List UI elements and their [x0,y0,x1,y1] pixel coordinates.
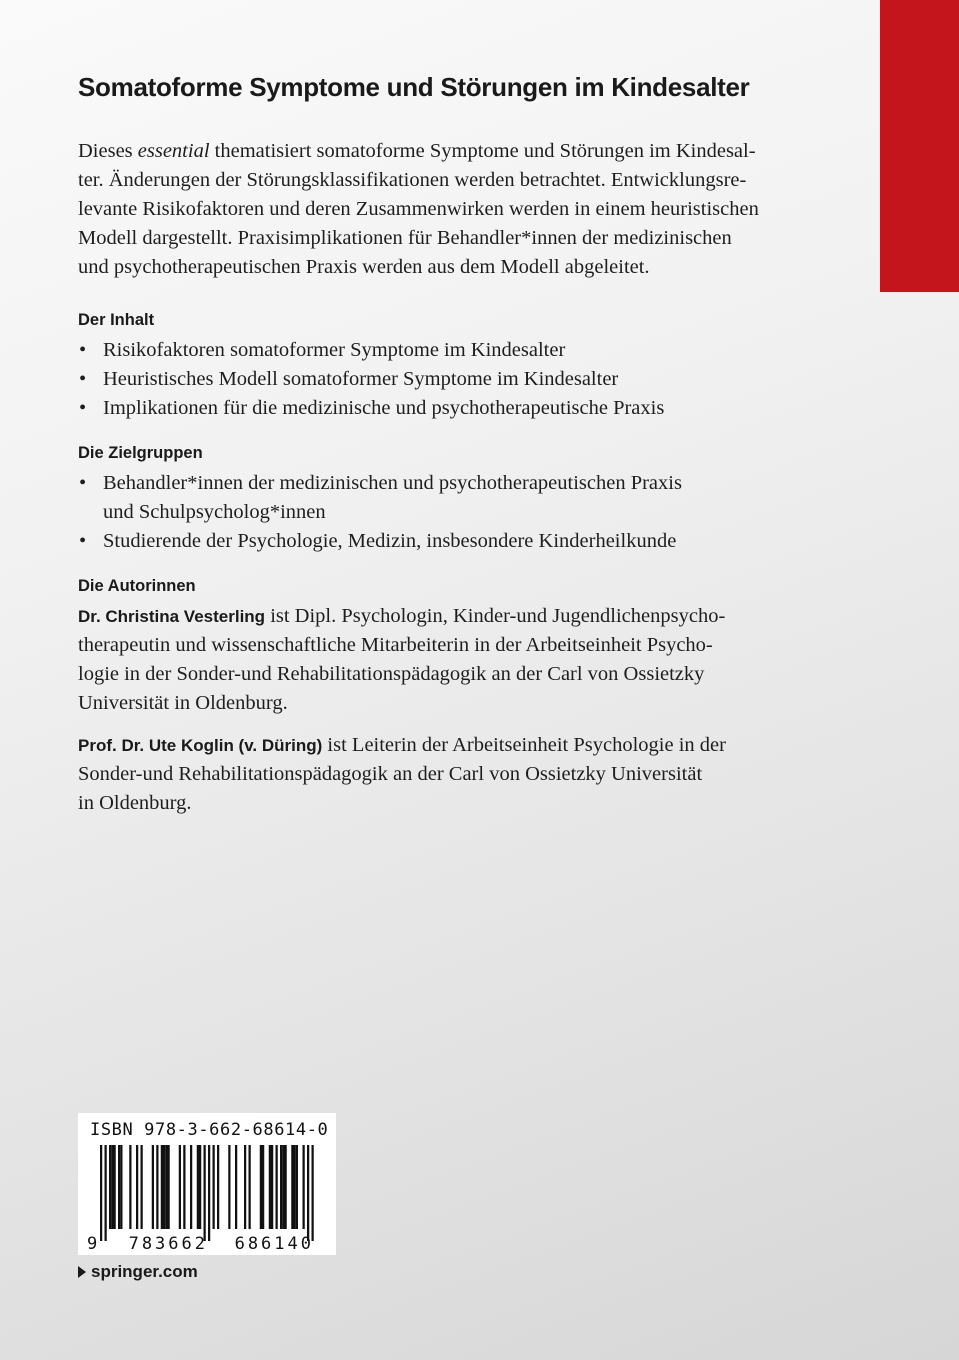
barcode-guard-bar [100,1145,102,1241]
bullet-icon: • [79,530,87,552]
zielgruppen-list [78,469,826,556]
intro-line: Modell dargestellt. Praxisimplikationen für Behandler*innen der medizinischen [78,227,732,249]
barcode-bar [199,1145,201,1229]
barcode-bar [190,1145,192,1229]
barcode-bar [118,1145,120,1229]
barcode-bar [244,1145,246,1229]
barcode-bar [269,1145,271,1229]
author-name: Prof. Dr. Ute Koglin (v. Düring) [78,736,323,755]
barcode-bar [271,1145,273,1229]
bullet-icon: • [79,339,87,361]
isbn-barcode [78,1113,336,1255]
barcode-guard-bar [307,1145,309,1241]
bullet-icon: • [79,472,87,494]
barcode-bar [228,1145,230,1229]
barcode-bar [276,1145,278,1229]
barcode-bar [109,1145,111,1229]
autorinnen-heading: Die Autorinnen [78,577,196,595]
publisher-link[interactable] [78,1262,198,1282]
barcode-bar [156,1145,158,1229]
red-accent-bar [880,0,959,292]
barcode-graphic [84,1145,330,1251]
ean-right-digits: 686140 [234,1234,314,1251]
intro-line: Dieses essential thematisiert somatoforme Symptome und Störungen im Kindesal- [78,140,756,162]
list-item: • Implikationen für die medizinische und psychotherapeutische Praxis [78,394,826,423]
barcode-bar [197,1145,199,1229]
barcode-bar [303,1145,305,1229]
barcode-bar [179,1145,181,1229]
intro-line: und psychotherapeutischen Praxis werden aus dem Modell abgeleitet. [78,256,650,278]
bullet-icon: • [79,397,87,419]
barcode-guard-bar [204,1145,206,1241]
inhalt-list [78,336,826,423]
ean-left-digits: 783662 [128,1234,208,1251]
barcode-bar [161,1145,163,1229]
inhalt-heading: Der Inhalt [78,311,155,329]
essential-emphasis: essential [137,140,210,162]
barcode-bar [285,1145,287,1229]
barcode-bar [280,1145,282,1229]
list-item: • Behandler*innen der medizinischen und psychotherapeutischen Praxis und Schulpsycholog*innen [78,469,826,527]
list-item: • Heuristisches Modell somatoformer Symptome im Kindesalter [78,365,826,394]
author-bio-vesterling: Dr. Christina Vesterling ist Dipl. Psychologin, Kinder-und Jugendlichenpsycho- therapeutin und wissenschaftliche Mitarbeiterin in der Arbeitseinheit Psycho- logie in der Sonder-und Rehabilitationspädagogik an der Carl von Ossietzky Universität in Oldenburg. [78,605,726,714]
intro-line: levante Risikofaktoren und deren Zusammenwirken werden in einem heuristischen [78,198,759,220]
barcode-bar [168,1145,170,1229]
barcode-bar [213,1145,215,1229]
author-bio-koglin: Prof. Dr. Ute Koglin (v. Düring) ist Leiterin der Arbeitseinheit Psychologie in der Sonder-und Rehabilitationspädagogik an der Carl von Ossietzky Universität in Oldenburg. [78,734,726,814]
barcode-bar [183,1145,185,1229]
barcode-bars [100,1145,314,1241]
barcode-bar [136,1145,138,1229]
barcode-bar [235,1145,237,1229]
intro-line: ter. Änderungen der Störungsklassifikationen werden betrachtet. Entwicklungsre- [78,169,747,191]
barcode-bar [129,1145,131,1229]
barcode-bar [294,1145,296,1229]
publisher-website: springer.com [91,1262,198,1281]
author-name: Dr. Christina Vesterling [78,607,266,626]
book-title: Somatoforme Symptome und Störungen im Kindesalter [78,72,750,102]
ean-first-digit: 9 [87,1234,98,1251]
barcode-bar [291,1145,293,1229]
barcode-bar [120,1145,122,1229]
zielgruppen-heading: Die Zielgruppen [78,444,203,462]
barcode-bar [111,1145,113,1229]
barcode-bar [217,1145,219,1229]
barcode-bar [141,1145,143,1229]
barcode-bar [282,1145,284,1229]
back-cover-content [78,72,826,831]
isbn-number: ISBN 978-3-662-68614-0 [90,1120,329,1140]
barcode-bar [165,1145,167,1229]
barcode-bar [260,1145,262,1229]
bullet-icon: • [79,368,87,390]
barcode-bar [296,1145,298,1229]
play-arrow-icon [78,1266,86,1278]
list-item: • Studierende der Psychologie, Medizin, insbesondere Kinderheilkunde [78,527,826,556]
barcode-guard-bar [105,1145,107,1241]
intro-paragraph [78,137,826,282]
barcode-guard-bar [312,1145,314,1241]
barcode-bar [249,1145,251,1229]
barcode-bar [262,1145,264,1229]
list-item: • Risikofaktoren somatoformer Symptome im Kindesalter [78,336,826,365]
barcode-bar [114,1145,116,1229]
barcode-bar [163,1145,165,1229]
barcode-guard-bar [208,1145,210,1241]
barcode-bar [152,1145,154,1229]
